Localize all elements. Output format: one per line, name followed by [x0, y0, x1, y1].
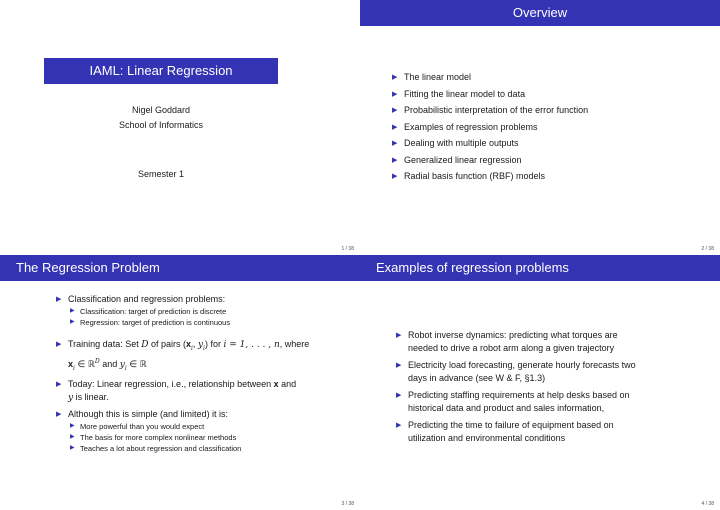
list-item: ▶ Probabilistic interpretation of the error function [392, 105, 589, 115]
triangle-right-icon: ▶ [392, 123, 398, 131]
sub-list-item: ▶ Teaches a lot about regression and classification [70, 443, 242, 453]
sub-list-item: ▶ The basis for more complex nonlinear methods [70, 432, 237, 442]
frame-title: Overview [360, 0, 720, 26]
triangle-right-icon: ▶ [56, 410, 62, 418]
triangle-right-icon: ▶ [56, 380, 62, 388]
triangle-right-icon: ▶ [56, 341, 62, 348]
author-affiliation: School of Informatics [118, 120, 204, 130]
list-item: ▶ Training data: Set D of pairs ($x_i$, $y_i$) for i = 1, . . . , n, where $x_i$ ∈ ℝ$^D$ and $y_i$ ∈ ℝ [56, 339, 310, 372]
triangle-right-icon: ▶ [70, 308, 75, 314]
page-number: 4 / 38 [701, 501, 714, 507]
triangle-right-icon: ▶ [70, 444, 75, 451]
list-item: ▶ Classification and regression problems: ▶ Classification: target of prediction is discrete ▶ Regression: target of prediction is continuous [54, 293, 354, 328]
triangle-right-icon: ▶ [396, 332, 402, 339]
triangle-right-icon: ▶ [70, 433, 75, 440]
sub-list [68, 306, 354, 328]
sub-list-item: ▶ Regression: target of prediction is continuous [70, 318, 231, 327]
sub-list-item: ▶ More powerful than you would expect [70, 421, 205, 431]
page-number: 3 / 38 [341, 501, 354, 507]
triangle-right-icon: ▶ [396, 422, 402, 429]
page-number: 1 / 38 [341, 246, 354, 252]
list-item: ▶ Dealing with multiple outputs [392, 138, 519, 148]
list-item: ▶ Generalized linear regression [392, 154, 522, 165]
sub-list-item: ▶ Classification: target of prediction is discrete [70, 307, 227, 316]
list-item: ▶ Today: Linear regression, i.e., relationship between x and y is linear. [56, 378, 297, 403]
slide-title [0, 0, 360, 255]
triangle-right-icon: ▶ [56, 296, 62, 303]
slide-overview [360, 0, 720, 255]
slide-regression-examples [360, 255, 720, 510]
triangle-right-icon: ▶ [70, 319, 75, 325]
triangle-right-icon: ▶ [70, 422, 75, 429]
list-item: ▶ Radial basis function (RBF) models [392, 171, 546, 181]
regression-examples-list [394, 329, 716, 445]
frame-title: Examples of regression problems [360, 255, 720, 281]
triangle-right-icon: ▶ [392, 140, 398, 147]
list-item: ▶ Examples of regression problems [392, 121, 538, 132]
slide-regression-problem [0, 255, 360, 510]
list-item: ▶ Predicting staffing requirements at help desks based on historical data and product and sales information, [396, 390, 630, 413]
triangle-right-icon: ▶ [396, 362, 402, 369]
triangle-right-icon: ▶ [392, 156, 398, 164]
triangle-right-icon: ▶ [396, 392, 402, 399]
triangle-right-icon: ▶ [392, 90, 398, 98]
list-item: ▶ The linear model [392, 72, 472, 82]
list-item: ▶ Fitting the linear model to data [392, 88, 526, 99]
list-item: ▶ Robot inverse dynamics: predicting what torques are needed to drive a robot arm along a given trajectory [396, 330, 618, 353]
list-item: ▶ Electricity load forecasting, generate hourly forecasts two days in advance (see W & F, §1.3) [396, 360, 636, 383]
regression-problem-list [54, 293, 354, 454]
list-item: ▶ Predicting the time to failure of equipment based on utilization and environmental conditions [396, 420, 614, 443]
triangle-right-icon: ▶ [392, 173, 398, 180]
list-item: ▶ Although this is simple (and limited) it is: ▶ More powerful than you would expect ▶ The basis for more complex nonlinear methods ▶ Teaches a lot about regression and classification [54, 408, 354, 454]
frame-title: The Regression Problem [0, 255, 360, 281]
page-number: 2 / 38 [701, 246, 714, 252]
triangle-right-icon: ▶ [392, 74, 398, 81]
overview-list [390, 71, 588, 183]
semester-label: Semester 1 [137, 169, 185, 179]
sub-list [68, 421, 354, 454]
author-name: Nigel Goddard [131, 105, 191, 115]
presentation-title: IAML: Linear Regression [44, 58, 278, 84]
triangle-right-icon: ▶ [392, 107, 398, 114]
